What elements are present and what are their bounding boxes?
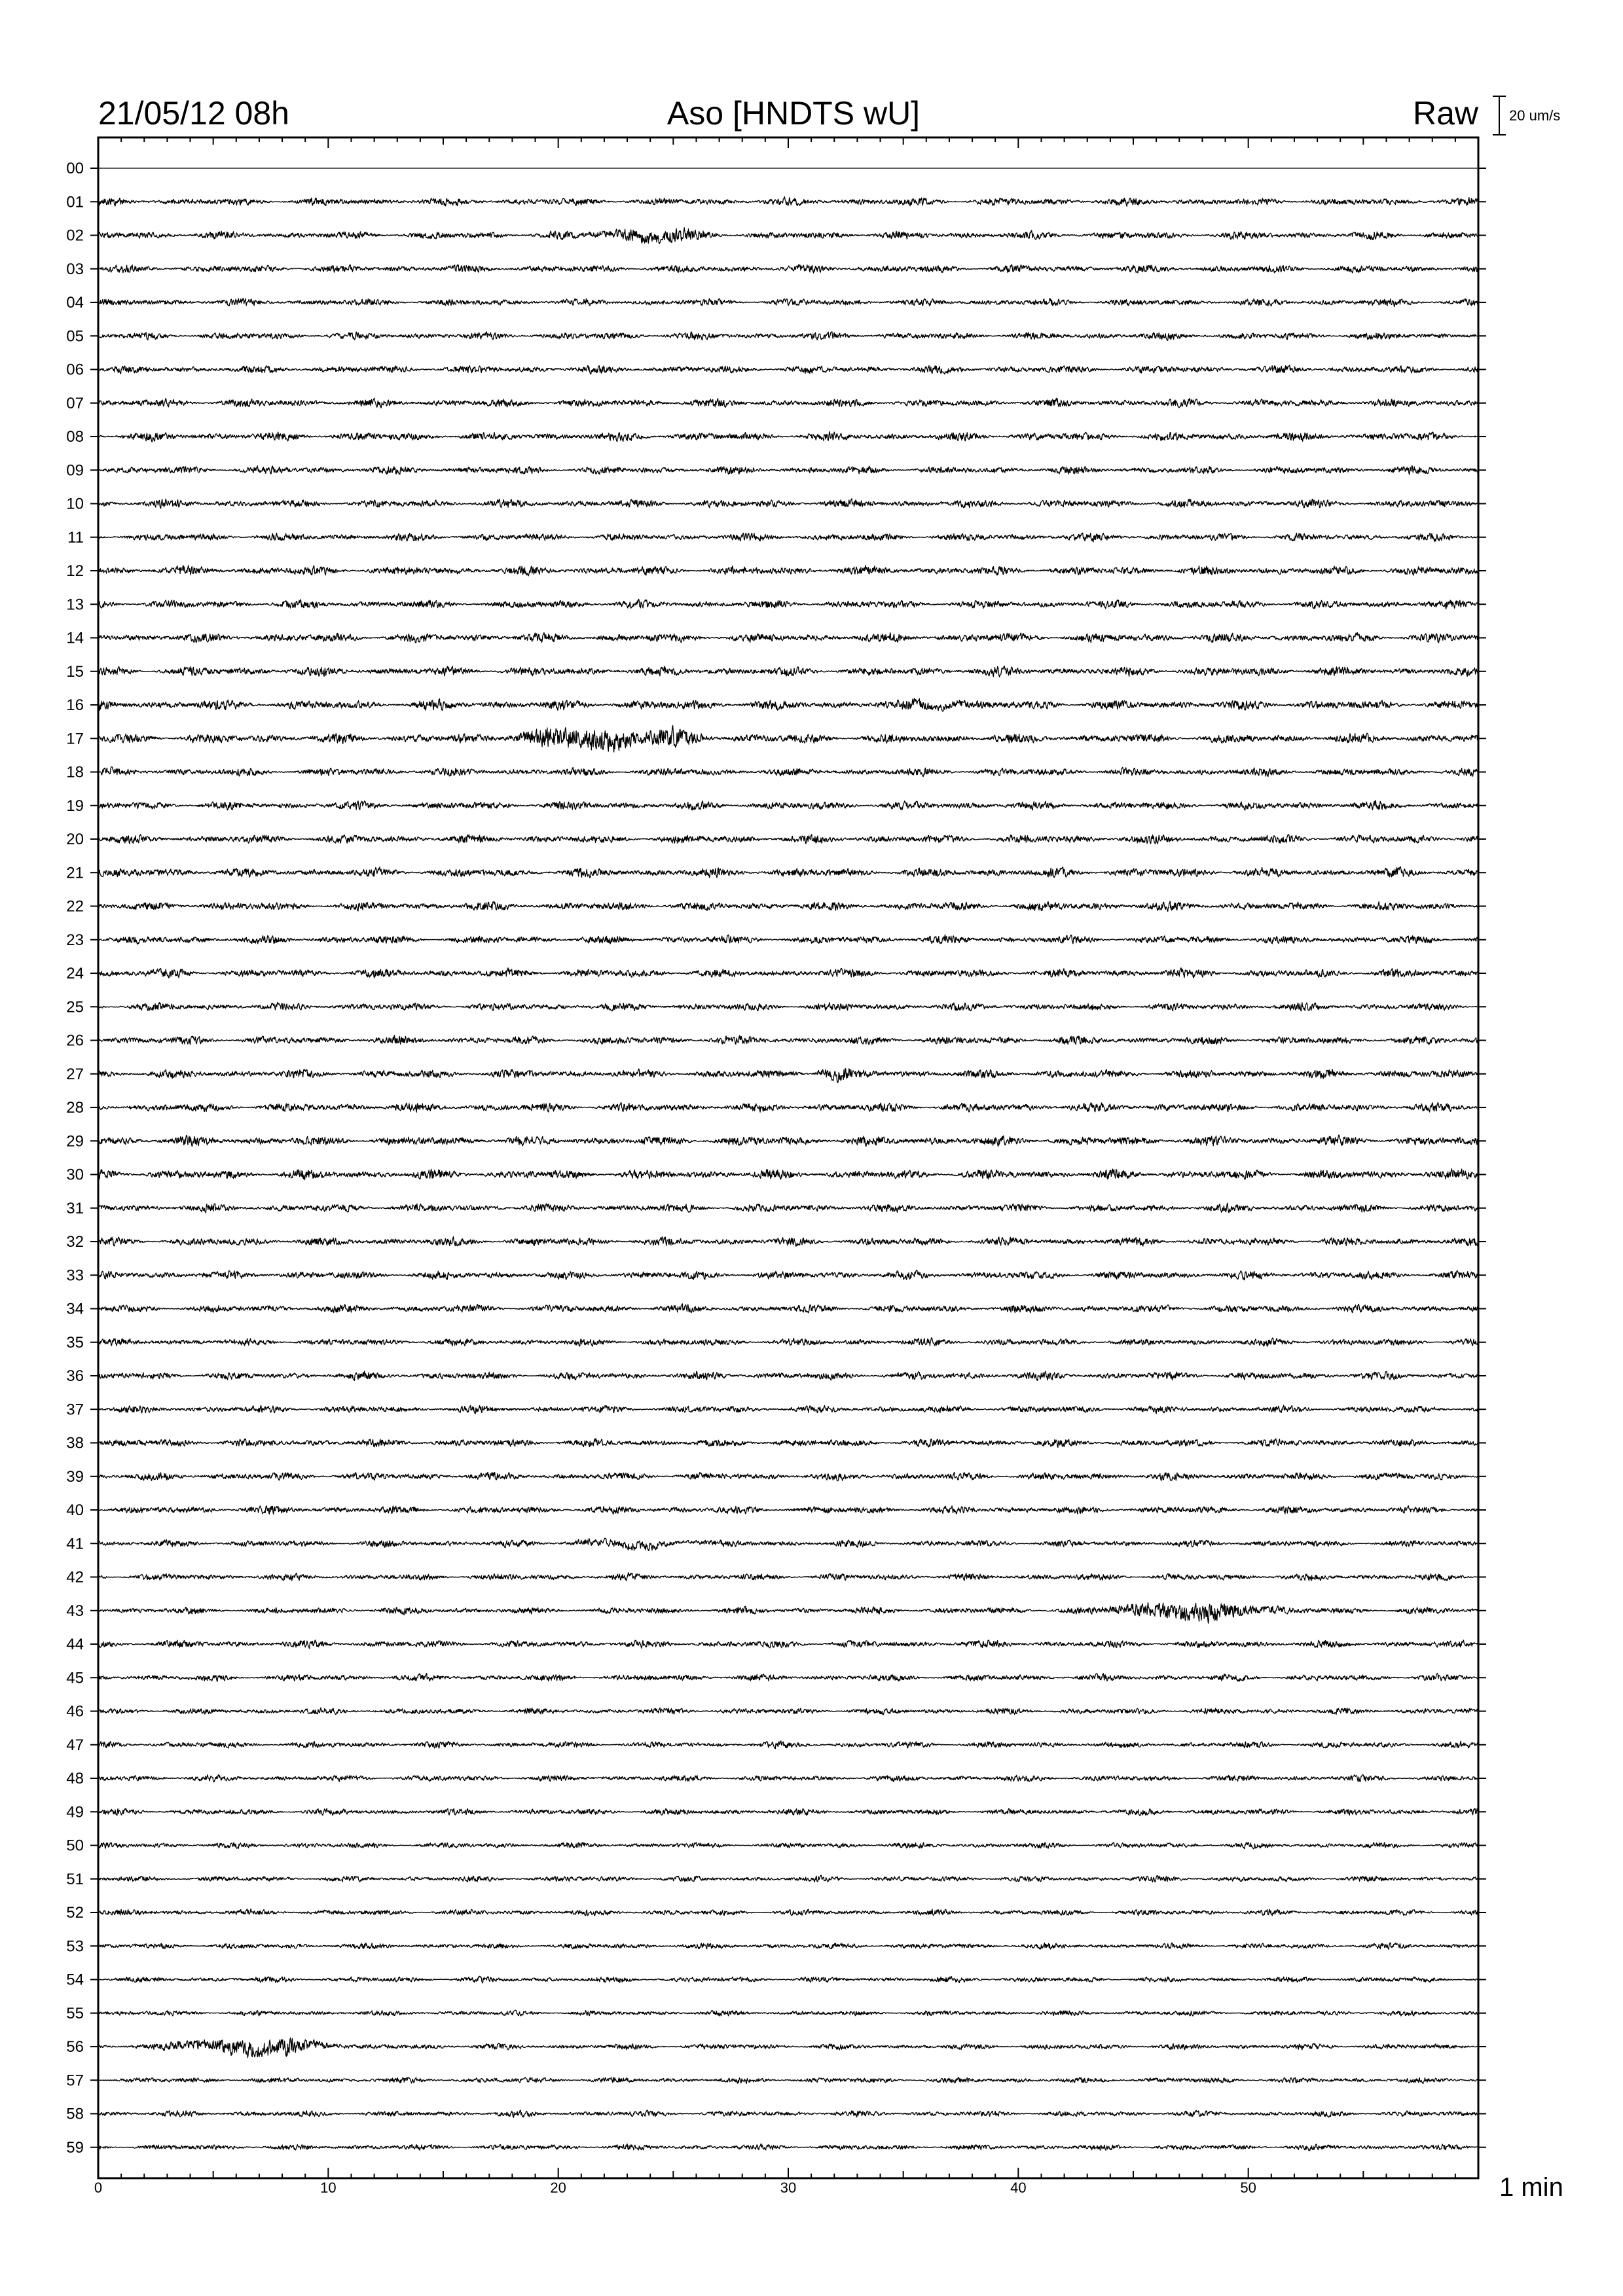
waveform-trace bbox=[98, 1640, 1478, 1649]
waveform-trace bbox=[98, 968, 1478, 978]
row-label: 16 bbox=[66, 696, 84, 714]
waveform-trace bbox=[98, 1943, 1478, 1949]
row-label: 53 bbox=[66, 1937, 84, 1956]
row-label: 32 bbox=[66, 1233, 84, 1251]
waveform-trace bbox=[98, 1842, 1478, 1849]
waveform-trace bbox=[98, 1674, 1478, 1681]
row-label: 20 bbox=[66, 831, 84, 848]
row-label: 41 bbox=[66, 1535, 84, 1553]
waveform-trace bbox=[98, 1371, 1478, 1381]
row-label: 19 bbox=[66, 797, 84, 815]
row-label: 22 bbox=[66, 897, 84, 916]
row-label: 12 bbox=[66, 562, 84, 580]
waveform-trace bbox=[98, 432, 1478, 442]
row-label: 40 bbox=[66, 1501, 84, 1519]
waveform-trace bbox=[98, 1741, 1478, 1749]
row-label: 00 bbox=[66, 160, 84, 177]
row-label: 23 bbox=[66, 931, 84, 949]
row-label: 47 bbox=[66, 1736, 84, 1754]
waveform-trace bbox=[98, 565, 1478, 576]
row-label: 49 bbox=[66, 1803, 84, 1821]
waveform-trace bbox=[98, 1603, 1478, 1624]
waveform-trace bbox=[98, 499, 1478, 509]
waveform-trace bbox=[98, 1069, 1478, 1083]
row-label: 14 bbox=[66, 629, 84, 647]
row-label: 50 bbox=[66, 1837, 84, 1855]
row-label: 10 bbox=[66, 495, 84, 513]
x-tick-label: 30 bbox=[780, 2179, 797, 2196]
row-label: 17 bbox=[66, 730, 84, 748]
row-label: 57 bbox=[66, 2072, 84, 2090]
waveform-trace bbox=[98, 365, 1478, 374]
plot-frame bbox=[98, 137, 1478, 2178]
waveform-trace bbox=[98, 465, 1478, 475]
row-label: 03 bbox=[66, 260, 84, 278]
row-label: 18 bbox=[66, 763, 84, 781]
waveform-trace bbox=[98, 197, 1478, 207]
row-label: 24 bbox=[66, 965, 84, 982]
axis-ticks bbox=[90, 137, 1486, 2178]
waveform-trace bbox=[98, 1909, 1478, 1916]
waveform-traces bbox=[98, 168, 1478, 2151]
row-label: 29 bbox=[66, 1132, 84, 1151]
row-label: 45 bbox=[66, 1669, 84, 1687]
waveform-trace bbox=[98, 1169, 1478, 1180]
row-label: 01 bbox=[66, 193, 84, 211]
waveform-trace bbox=[98, 935, 1478, 944]
waveform-trace bbox=[98, 2038, 1478, 2058]
waveform-trace bbox=[98, 599, 1478, 609]
row-label: 42 bbox=[66, 1568, 84, 1587]
row-label: 25 bbox=[66, 998, 84, 1016]
waveform-trace bbox=[98, 298, 1478, 307]
row-label: 27 bbox=[66, 1065, 84, 1083]
row-label: 56 bbox=[66, 2038, 84, 2056]
waveform-trace bbox=[98, 726, 1478, 753]
waveform-trace bbox=[98, 800, 1478, 810]
row-label: 09 bbox=[66, 461, 84, 480]
waveform-trace bbox=[98, 1473, 1478, 1481]
waveform-trace bbox=[98, 867, 1478, 878]
waveform-trace bbox=[98, 264, 1478, 273]
row-label: 15 bbox=[66, 662, 84, 681]
row-label: 51 bbox=[66, 1870, 84, 1888]
waveform-trace bbox=[98, 1338, 1478, 1346]
row-label: 04 bbox=[66, 294, 84, 312]
waveform-trace bbox=[98, 1405, 1478, 1414]
chart-mode-label: Raw bbox=[1412, 95, 1478, 132]
waveform-trace bbox=[98, 1708, 1478, 1715]
row-label: 48 bbox=[66, 1770, 84, 1787]
waveform-trace bbox=[98, 698, 1478, 711]
waveform-trace bbox=[98, 1439, 1478, 1448]
row-label: 21 bbox=[66, 864, 84, 882]
waveform-trace bbox=[98, 1304, 1478, 1313]
x-tick-label: 10 bbox=[320, 2179, 337, 2196]
waveform-trace bbox=[98, 2144, 1478, 2151]
waveform-trace bbox=[98, 633, 1478, 643]
row-label: 11 bbox=[67, 528, 84, 547]
waveform-trace bbox=[98, 1538, 1478, 1551]
waveform-trace bbox=[98, 1203, 1478, 1213]
row-label: 05 bbox=[66, 327, 84, 346]
waveform-trace bbox=[98, 1237, 1478, 1247]
row-label: 55 bbox=[66, 2004, 84, 2022]
row-label: 02 bbox=[66, 226, 84, 245]
x-tick-label: 40 bbox=[1010, 2179, 1027, 2196]
waveform-trace bbox=[98, 901, 1478, 912]
row-label: 13 bbox=[66, 596, 84, 614]
waveform-trace bbox=[98, 2077, 1478, 2084]
amplitude-scale-label: 20 um/s bbox=[1509, 107, 1561, 124]
waveform-trace bbox=[98, 2110, 1478, 2117]
row-label: 43 bbox=[66, 1602, 84, 1620]
chart-date-label: 21/05/12 08h bbox=[98, 95, 289, 132]
row-label: 07 bbox=[66, 394, 84, 412]
row-label: 59 bbox=[66, 2138, 84, 2157]
waveform-trace bbox=[98, 1002, 1478, 1011]
row-label: 08 bbox=[66, 428, 84, 446]
waveform-trace bbox=[98, 1270, 1478, 1280]
waveform-trace bbox=[98, 1875, 1478, 1882]
amplitude-scale-bar bbox=[1493, 96, 1506, 135]
x-tick-label: 0 bbox=[94, 2179, 103, 2196]
row-label: 52 bbox=[66, 1904, 84, 1922]
waveform-trace bbox=[98, 1035, 1478, 1045]
waveform-trace bbox=[98, 1135, 1478, 1147]
x-tick-label: 50 bbox=[1240, 2179, 1256, 2196]
row-label: 58 bbox=[66, 2105, 84, 2123]
row-label: 28 bbox=[66, 1099, 84, 1117]
row-labels bbox=[66, 160, 84, 2157]
row-label: 36 bbox=[66, 1367, 84, 1385]
row-label: 30 bbox=[66, 1166, 84, 1184]
waveform-trace bbox=[98, 398, 1478, 408]
waveform-trace bbox=[98, 666, 1478, 677]
waveform-trace bbox=[98, 767, 1478, 777]
chart-title: Aso [HNDTS wU] bbox=[666, 95, 921, 132]
row-label: 44 bbox=[66, 1636, 84, 1653]
waveform-trace bbox=[98, 332, 1478, 341]
waveform-trace bbox=[98, 533, 1478, 542]
row-label: 26 bbox=[66, 1031, 84, 1050]
row-label: 39 bbox=[66, 1467, 84, 1486]
row-label: 38 bbox=[66, 1434, 84, 1452]
row-label: 34 bbox=[66, 1300, 84, 1318]
x-unit-label: 1 min bbox=[1499, 2173, 1563, 2202]
row-label: 31 bbox=[66, 1199, 84, 1217]
row-label: 06 bbox=[66, 361, 84, 379]
waveform-trace bbox=[98, 1808, 1478, 1816]
row-label: 46 bbox=[66, 1702, 84, 1721]
waveform-trace bbox=[98, 1775, 1478, 1782]
waveform-trace bbox=[98, 228, 1478, 243]
waveform-trace bbox=[98, 1976, 1478, 1983]
waveform-trace bbox=[98, 1573, 1478, 1581]
row-label: 35 bbox=[66, 1333, 84, 1352]
waveform-trace bbox=[98, 1506, 1478, 1515]
waveform-trace bbox=[98, 1103, 1478, 1113]
row-label: 37 bbox=[66, 1401, 84, 1419]
row-label: 54 bbox=[66, 1971, 84, 1989]
x-tick-label: 20 bbox=[550, 2179, 566, 2196]
row-label: 33 bbox=[66, 1266, 84, 1285]
x-tick-labels bbox=[94, 2179, 1256, 2196]
waveform-trace bbox=[98, 2010, 1478, 2016]
waveform-trace bbox=[98, 834, 1478, 844]
